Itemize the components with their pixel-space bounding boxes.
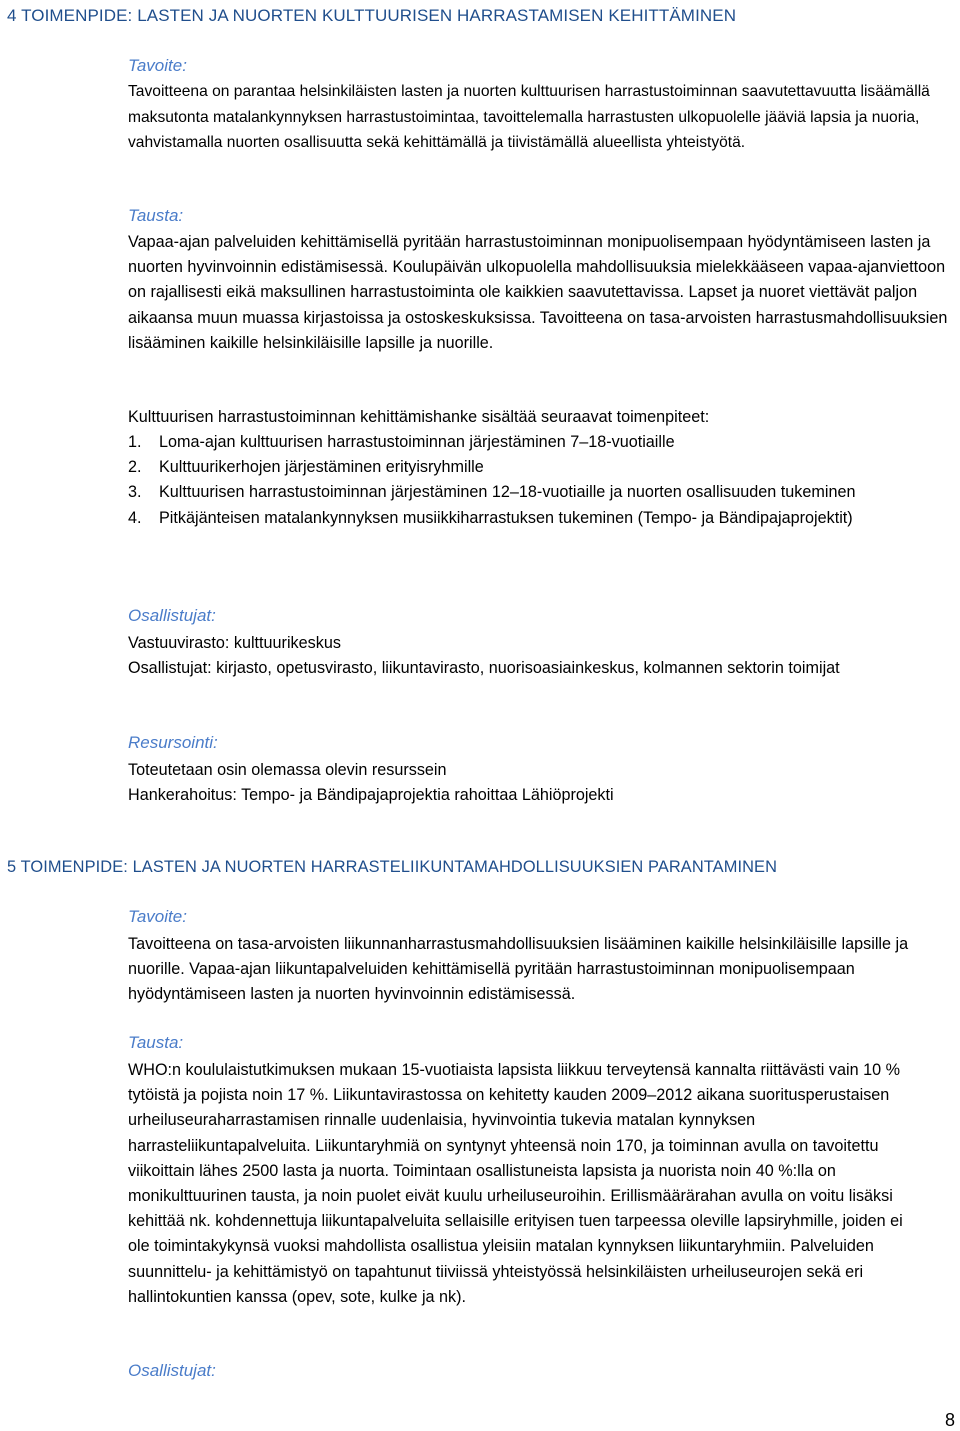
section-5-background-text: WHO:n koululaistutkimuksen mukaan 15-vuotiaista lapsista liikkuu terveytensä kannalta riittävästi vain 10 % tytöistä ja pojista noin 17 %. Liikuntavirastossa on kehitetty kauden 2009–2012 aikana suoritusperustaisen urheiluseuraharrastamisen rinnalle uudenlaisia, hyvinvointia tukevia matalan kynnyksen harrasteliikuntapalveluita. Liikuntaryhmiä on syntynyt yhteensä noin 170, ja toiminnan avulla on tavoitettu viikoittain lähes 2500 lasta ja nuorta. Toimintaan osallistuneista lapsista ja nuorista noin 40 %:lla on monikulttuurinen tausta, ja noin puolet eivät kuulu urheiluseuroihin. Erillismäärärahan avulla on voitu lisäksi kehittää nk. kohdennettuja liikuntapalveluita sellaisille erityisen tuen tarpeessa oleville lapsiryhmille, joiden ei ole toimintakykynsä vuoksi mahdollista osallistua yleisiin matalan kynnyksen liikuntaryhmiin. Palveluiden suunnittelu- ja kehittämistyö on tapahtunut tiiviissä yhteistyössä helsinkiläisten urheiluseurojen sekä eri hallintokuntien kanssa (opev, sote, kulke ja nk). <box>128 1061 903 1306</box>
list-item-number: 2. <box>128 458 142 477</box>
section-4-heading: 4 TOIMENPIDE: LASTEN JA NUORTEN KULTTUURISEN HARRASTAMISEN KEHITTÄMINEN <box>7 6 737 25</box>
list-item-number: 4. <box>128 508 142 527</box>
section-4-resources-2: Hankerahoitus: Tempo- ja Bändipajaprojektia rahoittaa Lähiöprojekti <box>128 786 614 804</box>
section-4-background-text: Vapaa-ajan palveluiden kehittämisellä pyritään harrastustoiminnan monipuolisempaan hyödyntämiseen lasten ja nuorten hyvinvoinnin edistämisessä. Koulupäivän ulkopuolella mahdollisuuksia mielekkääseen vapaa-ajanviettoon on rajallisesti eikä maksullinen harrastustoiminta ole kaikkien saavutettavissa. Lapset ja nuoret viettävät paljon aikaansa muun muassa kirjastoissa ja ostoskeskuksissa. Tavoitteena on tasa-arvoisten harrastusmahdollisuuksien lisääminen kaikille helsinkiläisille lapsille ja nuorille. <box>128 233 948 352</box>
list-item-text: Kulttuurisen harrastustoiminnan järjestäminen 12–18-vuotiaille ja nuorten osallisuuden tukeminen <box>159 483 856 502</box>
list-item-number: 1. <box>128 433 142 451</box>
list-item <box>128 455 918 480</box>
list-item <box>128 506 918 531</box>
page-number: 8 <box>945 1410 956 1430</box>
section-4-responsible: Vastuuvirasto: kulttuurikeskus <box>128 634 341 652</box>
section-4-project-intro: Kulttuurisen harrastustoiminnan kehittämishanke sisältää seuraavat toimenpiteet: <box>128 408 710 426</box>
section-5-heading: 5 TOIMENPIDE: LASTEN JA NUORTEN HARRASTELIIKUNTAMAHDOLLISUUKSIEN PARANTAMINEN <box>7 858 778 876</box>
section-4-participants-label: Osallistujat: <box>128 606 216 625</box>
section-4-background-label: Tausta: <box>128 206 184 225</box>
section-4-goal-label: Tavoite: <box>128 56 187 75</box>
section-4-action-list <box>128 430 918 531</box>
section-5-background-label: Tausta: <box>128 1033 184 1052</box>
section-4-goal-text: Tavoitteena on parantaa helsinkiläisten lasten ja nuorten kulttuurisen harrastustoiminnan saavutettavuutta lisäämällä maksutonta matalankynnyksen harrastustoimintaa, tavoittelemalla harrastusten ulkopuolelle jääviä lapsia ja nuoria, vahvistamalla nuorten osallisuutta sekä kehittämällä ja tiivistämällä alueellista yhteistyötä. <box>128 83 930 151</box>
list-item-text: Kulttuurikerhojen järjestäminen erityisryhmille <box>159 458 484 477</box>
section-4-participants: Osallistujat: kirjasto, opetusvirasto, liikuntavirasto, nuorisoasiainkeskus, kolmannen sektorin toimijat <box>128 659 840 677</box>
section-5-goal-text: Tavoitteena on tasa-arvoisten liikunnanharrastusmahdollisuuksien lisääminen kaikille helsinkiläisille lapsille ja nuorille. Vapaa-ajan liikuntapalveluiden kehittämisellä pyritään harrastustoiminnan monipuolisempaan hyödyntämiseen lasten ja nuorten hyvinvoinnin edistämisessä. <box>128 935 909 1004</box>
section-4-resources-label: Resursointi: <box>128 733 218 752</box>
list-item-text: Pitkäjänteisen matalankynnyksen musiikkiharrastuksen tukeminen (Tempo- ja Bändipajaprojektit) <box>159 508 853 527</box>
section-4-resources-1: Toteutetaan osin olemassa olevin resurssein <box>128 761 447 779</box>
list-item <box>128 430 918 455</box>
list-item <box>128 480 918 505</box>
section-5-goal-label: Tavoite: <box>128 907 187 926</box>
section-5-participants-label: Osallistujat: <box>128 1361 216 1380</box>
list-item-text: Loma-ajan kulttuurisen harrastustoiminnan järjestäminen 7–18-vuotiaille <box>159 433 675 451</box>
list-item-number: 3. <box>128 483 142 502</box>
